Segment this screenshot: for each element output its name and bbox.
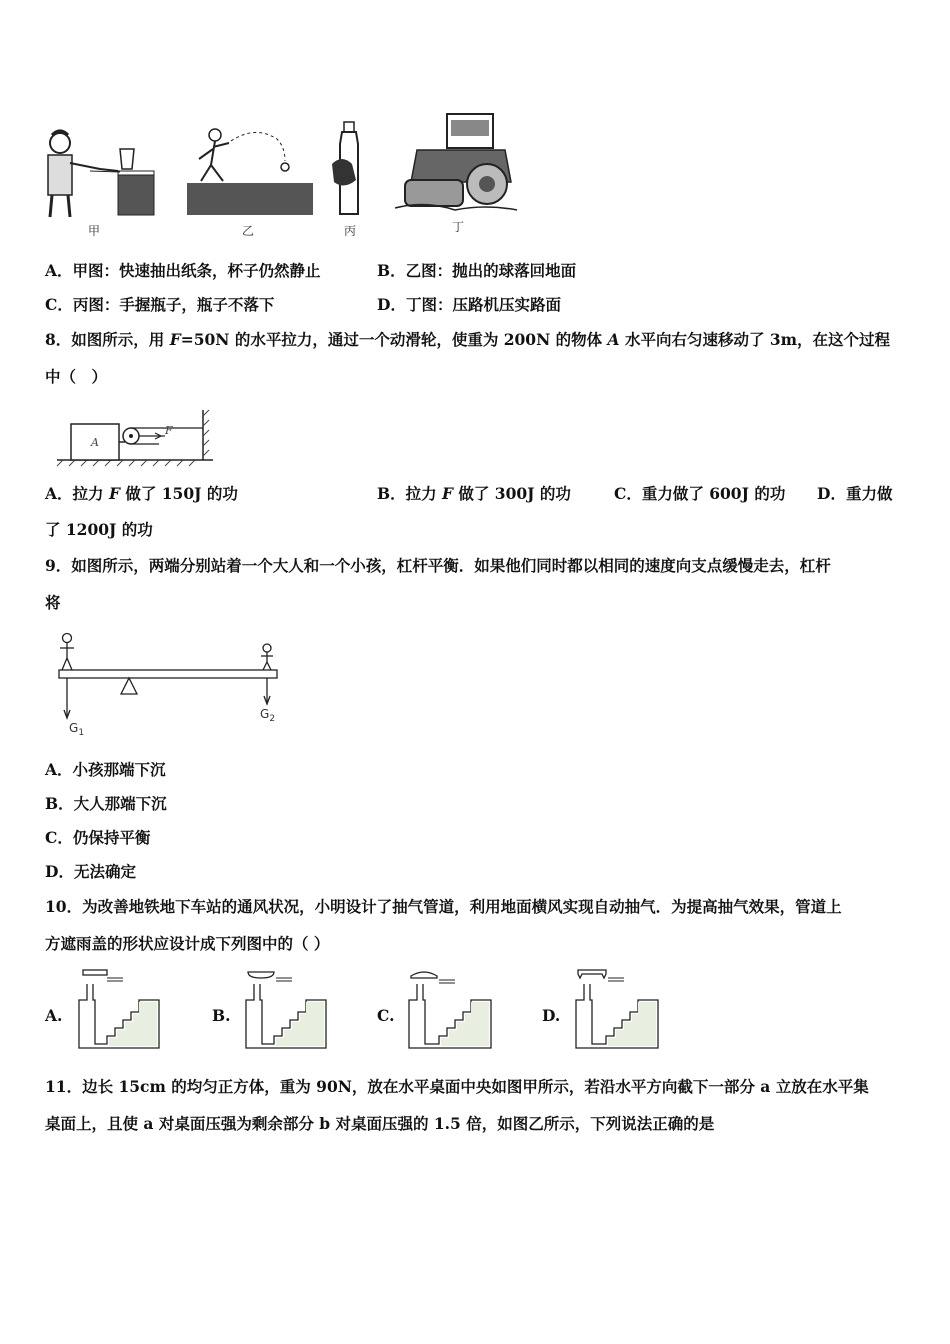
q9-stem-line2: 将 xyxy=(45,593,61,612)
q8-option-a xyxy=(45,484,238,504)
q8-option-d-line1: D．重力做 xyxy=(817,484,893,503)
q10-stem-line2: 方遮雨盖的形状应设计成下列图中的（ ） xyxy=(45,934,330,953)
q9-g1-sub: 1 xyxy=(78,728,85,738)
q7-figure-ding xyxy=(395,110,520,220)
q7-option-c: C．丙图：手握瓶子，瓶子不落下 xyxy=(45,295,275,314)
q10-figure-c xyxy=(405,966,497,1051)
q10-label-b: B. xyxy=(212,1006,231,1025)
q10-cover-d xyxy=(578,970,606,978)
q7-caption-yi: 乙 xyxy=(242,224,255,238)
q8-option-a-post: 做了 150J 的功 xyxy=(119,484,238,503)
q10-label-a: A. xyxy=(45,1006,63,1025)
svg-text:G2 xyxy=(260,707,275,724)
q8-stem-line1 xyxy=(45,330,890,350)
q10-label-c: C. xyxy=(377,1006,395,1025)
q9-fulcrum xyxy=(121,678,137,694)
q9-option-d: D．无法确定 xyxy=(45,862,136,881)
q8-option-d-line2: 了 1200J 的功 xyxy=(45,520,153,539)
q8-stem-line2: 中（ ） xyxy=(45,367,108,386)
q7-option-b: B．乙图：抛出的球落回地面 xyxy=(377,261,577,280)
q10-figure-d xyxy=(572,966,664,1051)
q8-option-a-pre: A．拉力 xyxy=(45,484,109,503)
q8-force-label: F xyxy=(165,424,173,437)
q9-g1-label: G xyxy=(69,721,79,735)
q10-cover-a xyxy=(83,970,107,975)
q8-stem-a: A xyxy=(607,330,620,349)
q8-option-b-pre: B．拉力 xyxy=(377,484,442,503)
q9-option-a: A．小孩那端下沉 xyxy=(45,760,166,779)
q10-cover-c xyxy=(411,972,437,978)
q7-option-a: A．甲图：快速抽出纸条，杯子仍然静止 xyxy=(45,261,321,280)
q8-option-b-post: 做了 300J 的功 xyxy=(453,484,571,503)
q9-option-b: B．大人那端下沉 xyxy=(45,794,167,813)
q8-option-c: C．重力做了 600J 的功 xyxy=(614,484,786,503)
svg-text:G1 xyxy=(69,721,84,738)
q10-figure-b xyxy=(242,966,332,1051)
q9-lever-beam xyxy=(59,670,277,678)
q10-stem-line1: 10．为改善地铁地下车站的通风状况，小明设计了抽气管道，利用地面横风实现自动抽气．为提高抽气效果，管道上 xyxy=(45,897,842,916)
q11-stem-line1: 11．边长 15cm 的均匀正方体，重为 90N，放在水平桌面中央如图甲所示，若沿水平方向截下一部分 a 立放在水平集 xyxy=(45,1077,869,1096)
q8-option-a-f: F xyxy=(108,484,120,503)
q7-figure-yi xyxy=(185,125,315,220)
q7-caption-bing: 丙 xyxy=(344,224,357,238)
q9-option-c: C．仍保持平衡 xyxy=(45,828,151,847)
q7-caption-ding: 丁 xyxy=(452,220,465,234)
q7-caption-jia: 甲 xyxy=(88,224,101,238)
q8-option-b xyxy=(377,484,571,504)
q7-option-d: D．丁图：压路机压实路面 xyxy=(377,295,561,314)
q10-figure-a xyxy=(75,966,165,1051)
q8-option-b-f: F xyxy=(442,484,454,503)
q9-child-figure xyxy=(261,644,273,670)
q10-label-d: D. xyxy=(542,1006,561,1025)
q8-stem-post: 水平向右匀速移动了 3m，在这个过程 xyxy=(619,330,891,349)
q9-g2-label: G xyxy=(260,707,270,721)
q9-stem-line1: 9．如图所示，两端分别站着一个大人和一个小孩，杠杆平衡．如果他们同时都以相同的速度向支点缓慢走去，杠杆 xyxy=(45,556,831,575)
q9-adult-figure xyxy=(60,634,74,671)
q11-stem-line2: 桌面上，且使 a 对桌面压强为剩余部分 b 对桌面压强的 1.5 倍，如图乙所示，下列说法正确的是 xyxy=(45,1114,715,1133)
q9-g2-sub: 2 xyxy=(269,714,276,724)
q8-stem-pre: 8．如图所示，用 xyxy=(45,330,170,349)
q8-stem-mid: =50N 的水平拉力，通过一个动滑轮，使重为 200N 的物体 xyxy=(180,330,608,349)
q8-pulley-figure xyxy=(55,408,225,468)
q7-figure-bing xyxy=(330,120,370,220)
q8-stem-f: F xyxy=(169,330,181,349)
q7-figure-jia xyxy=(40,125,160,225)
q8-block-a-label: A xyxy=(91,436,99,449)
q10-cover-b xyxy=(248,972,274,978)
q9-lever-figure xyxy=(55,632,290,737)
